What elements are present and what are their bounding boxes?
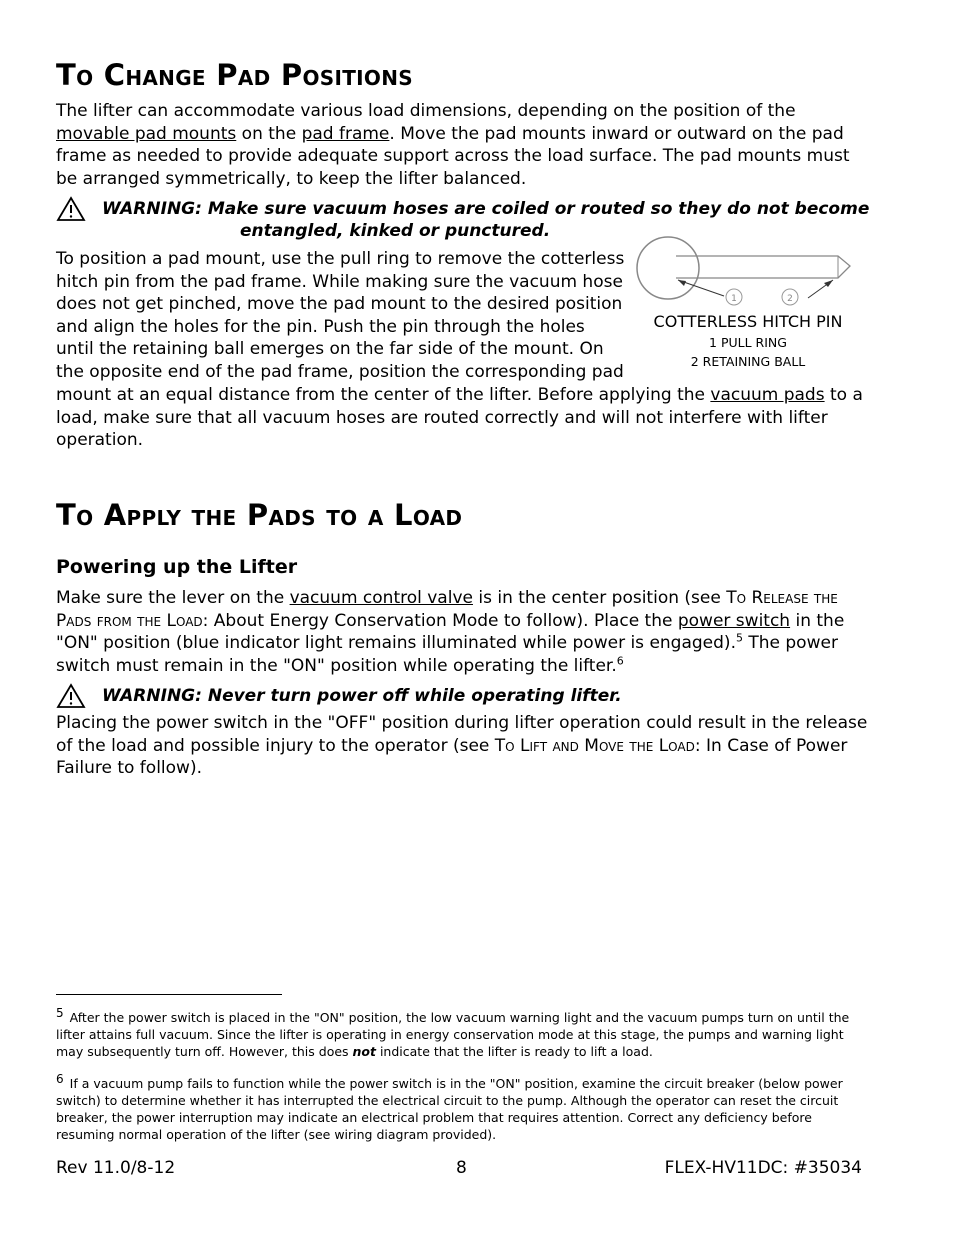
- pin-body: [676, 256, 850, 278]
- link-power-switch[interactable]: power switch: [677, 610, 791, 631]
- warning-triangle-icon: [56, 196, 86, 222]
- svg-text:1: 1: [731, 294, 737, 304]
- warning-hoses-line2: entangled, kinked or punctured.: [240, 221, 551, 241]
- link-vacuum-control-valve[interactable]: vacuum control valve: [289, 588, 473, 608]
- link-movable-pad-mounts[interactable]: movable pad mounts: [56, 123, 237, 144]
- cotterless-hitch-pin-diagram: [628, 232, 868, 312]
- link-vacuum-pads[interactable]: vacuum pads: [710, 385, 825, 405]
- footnote-separator: [56, 994, 282, 995]
- paragraph-position-pad-mount-tail: mount at an equal distance from the center of the lifter. Before applying the vacuum pads to a load, make sure that all vacuum hoses are routed correctly and will not interfere with lifter operation.: [56, 385, 863, 451]
- warning-hoses-line1: WARNING: Make sure vacuum hoses are coiled or routed so they do not become: [102, 199, 870, 219]
- figure-legend-pull-ring: 1 PULL RING: [709, 335, 787, 350]
- footer-revision: Rev 11.0/8-12: [56, 1158, 176, 1178]
- figure-legend-retaining-ball: 2 RETAINING BALL: [690, 354, 806, 369]
- subheading-powering-up: Powering up the Lifter: [56, 556, 298, 578]
- pull-ring: [637, 237, 699, 299]
- warning-power-off: WARNING: Never turn power off while operating lifter.: [102, 686, 622, 706]
- footnote-ref-6[interactable]: 6: [616, 654, 624, 668]
- paragraph-pad-positions: The lifter can accommodate various load dimensions, depending on the position of the movable pad mounts on the pad frame. Move the pad mounts inward or outward on the pad frame as needed to provide adequate support across the load surface. The pad mounts must be arranged symmetrically, to keep the lifter balanced.: [56, 101, 850, 189]
- paragraph-powering-up: Make sure the lever on the vacuum control valve is in the center position (see To Release the Pads from the Load: About Energy Conservation Mode to follow). Place the power switch in the "ON" position (blue indicator light remains illuminated while power is engaged).$^5$ The power switch must remain in the "ON" position while operating the lifter.$^6$: [56, 588, 845, 676]
- footer-model-number: FLEX-HV11DC: #35034: [664, 1158, 862, 1178]
- paragraph-power-off: Placing the power switch in the "OFF" position during lifter operation could result in the release of the load and possible injury to the operator (see To Lift and Move the Load: In Case of Power Failure to follow).: [56, 713, 868, 779]
- svg-text:2: 2: [787, 294, 793, 304]
- paragraph-position-pad-mount: To position a pad mount, use the pull ring to remove the cotterless hitch pin from the pad frame. While making sure the vacuum hose does not get pinched, move the pad mount to the desired position and align the holes for the pin. Push the pin through the holes until the retaining ball emerges on the far side of the mount. On the opposite end of the pad frame, position the corresponding pad: [56, 249, 625, 382]
- cross-ref-lift-move-load[interactable]: To Lift and Move the Load: [494, 735, 695, 756]
- section-title-change-pad-positions: To Change Pad Positions: [56, 58, 413, 92]
- link-pad-frame[interactable]: pad frame: [301, 123, 390, 144]
- footnote-6: 6 If a vacuum pump fails to function while the power switch is in the "ON" position, examine the circuit breaker (below power switch) to determine whether it has interrupted the electrical circuit to the pump. Although the operator can reset the circuit breaker, the power interruption may indicate an electrical problem that requires attention. Correct any deficiency before resuming normal operation of the lifter (see wiring diagram provided).: [56, 1071, 843, 1142]
- warning-triangle-icon: [56, 683, 86, 709]
- figure-caption: COTTERLESS HITCH PIN: [653, 312, 843, 331]
- cross-ref-release-load[interactable]: To Release the Pads from the Load: [56, 588, 838, 631]
- footnote-5: 5 After the power switch is placed in the "ON" position, the low vacuum warning light and the vacuum pumps turn on until the lifter attains full vacuum. Since the lifter is operating in energy conservation mode at this stage, the pumps and warning light may subsequently turn off. However, this does not indicate that the lifter is ready to lift a load.: [56, 1005, 850, 1059]
- footer-page-number: 8: [456, 1158, 467, 1178]
- footnote-ref-5[interactable]: 5: [735, 631, 743, 645]
- section-title-apply-pads: To Apply the Pads to a Load: [56, 498, 463, 532]
